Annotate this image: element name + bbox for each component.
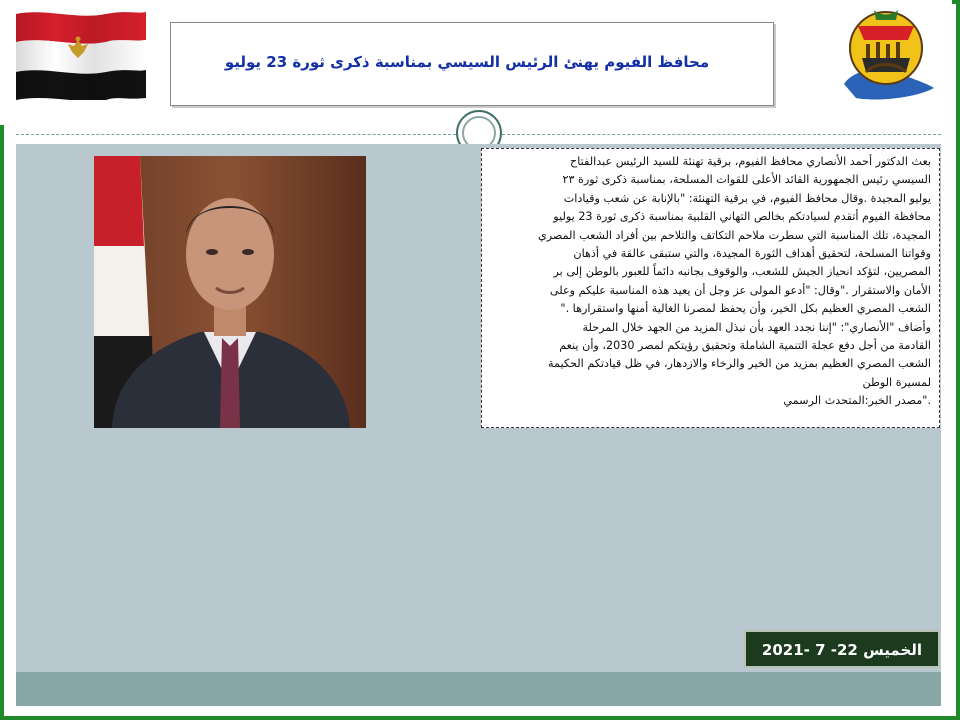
header-divider-left bbox=[16, 134, 456, 135]
article-line: لمسيرة الوطن bbox=[862, 375, 931, 389]
article-source: ."مصدر الخبر:المتحدث الرسمي bbox=[783, 394, 931, 408]
article-line: بعث الدكتور أحمد الأنصاري محافظ الفيوم، برقية تهنئة للسيد الرئيس عبدالفتاح bbox=[570, 155, 931, 168]
article-line: المجيدة، تلك المناسبة التي سطرت ملاحم التكاتف والتلاحم بين أفراد الشعب المصري bbox=[537, 228, 931, 242]
page-title: محافظ الفيوم يهنئ الرئيس السيسي بمناسبة ذكرى ثورة 23 يوليو bbox=[224, 53, 710, 71]
article-line: وأضاف "الأنصاري": "إننا نجدد العهد بأن نبذل المزيد من الجهد خلال المرحلة bbox=[582, 320, 931, 334]
article-line: المصريين، لتؤكد انحياز الجيش للشعب، والوقوف بجانبه دائماً للعبور بالوطن إلى بر bbox=[553, 265, 931, 279]
title-box bbox=[170, 22, 774, 106]
article-line: وقواتنا المسلحة، لتحقيق أهداف الثورة المجيدة، والتي ستبقى عالقة في أذهان bbox=[573, 247, 931, 261]
date-badge bbox=[744, 630, 940, 668]
article-line: الأمان والاستقرار ."وقال: "أدعو المولى عز وجل أن يعيد هذه المناسبة عليكم وعلى bbox=[549, 283, 931, 297]
bottom-band bbox=[16, 672, 941, 706]
article-line: الشعب المصري العظيم بمزيد من الخير والرخاء والازدهار، في ظل قيادتكم الحكيمة bbox=[548, 357, 931, 371]
fayoum-governorate-logo bbox=[836, 6, 936, 102]
article-line: يوليو المجيدة .وقال محافظ الفيوم، في برقية التهنئة: "بالإنابة عن شعب وقيادات bbox=[563, 191, 931, 205]
article-line: الشعب المصري العظيم بكل الخير، وأن يحفظ لمصرنا الغالية أمنها واستقرارها ." bbox=[560, 302, 931, 316]
date-label: الخميس 22- 7 -2021 bbox=[761, 641, 923, 659]
president-portrait-image bbox=[94, 156, 366, 428]
article-text-box bbox=[481, 148, 940, 428]
egypt-flag-icon bbox=[16, 8, 146, 100]
article-line: السيسي رئيس الجمهورية القائد الأعلى للقوات المسلحة، بمناسبة ذكرى ثورة ٢٣ bbox=[562, 173, 931, 187]
header-divider-right bbox=[502, 134, 941, 135]
article-line: محافظة الفيوم أتقدم لسيادتكم بخالص التهاني القلبية بمناسبة ذكرى ثورة 23 يوليو bbox=[553, 210, 931, 224]
article-line: القادمة من أجل دفع عجلة التنمية الشاملة وتحقيق رؤيتكم لمصر 2030، وأن ينعم bbox=[559, 339, 931, 353]
